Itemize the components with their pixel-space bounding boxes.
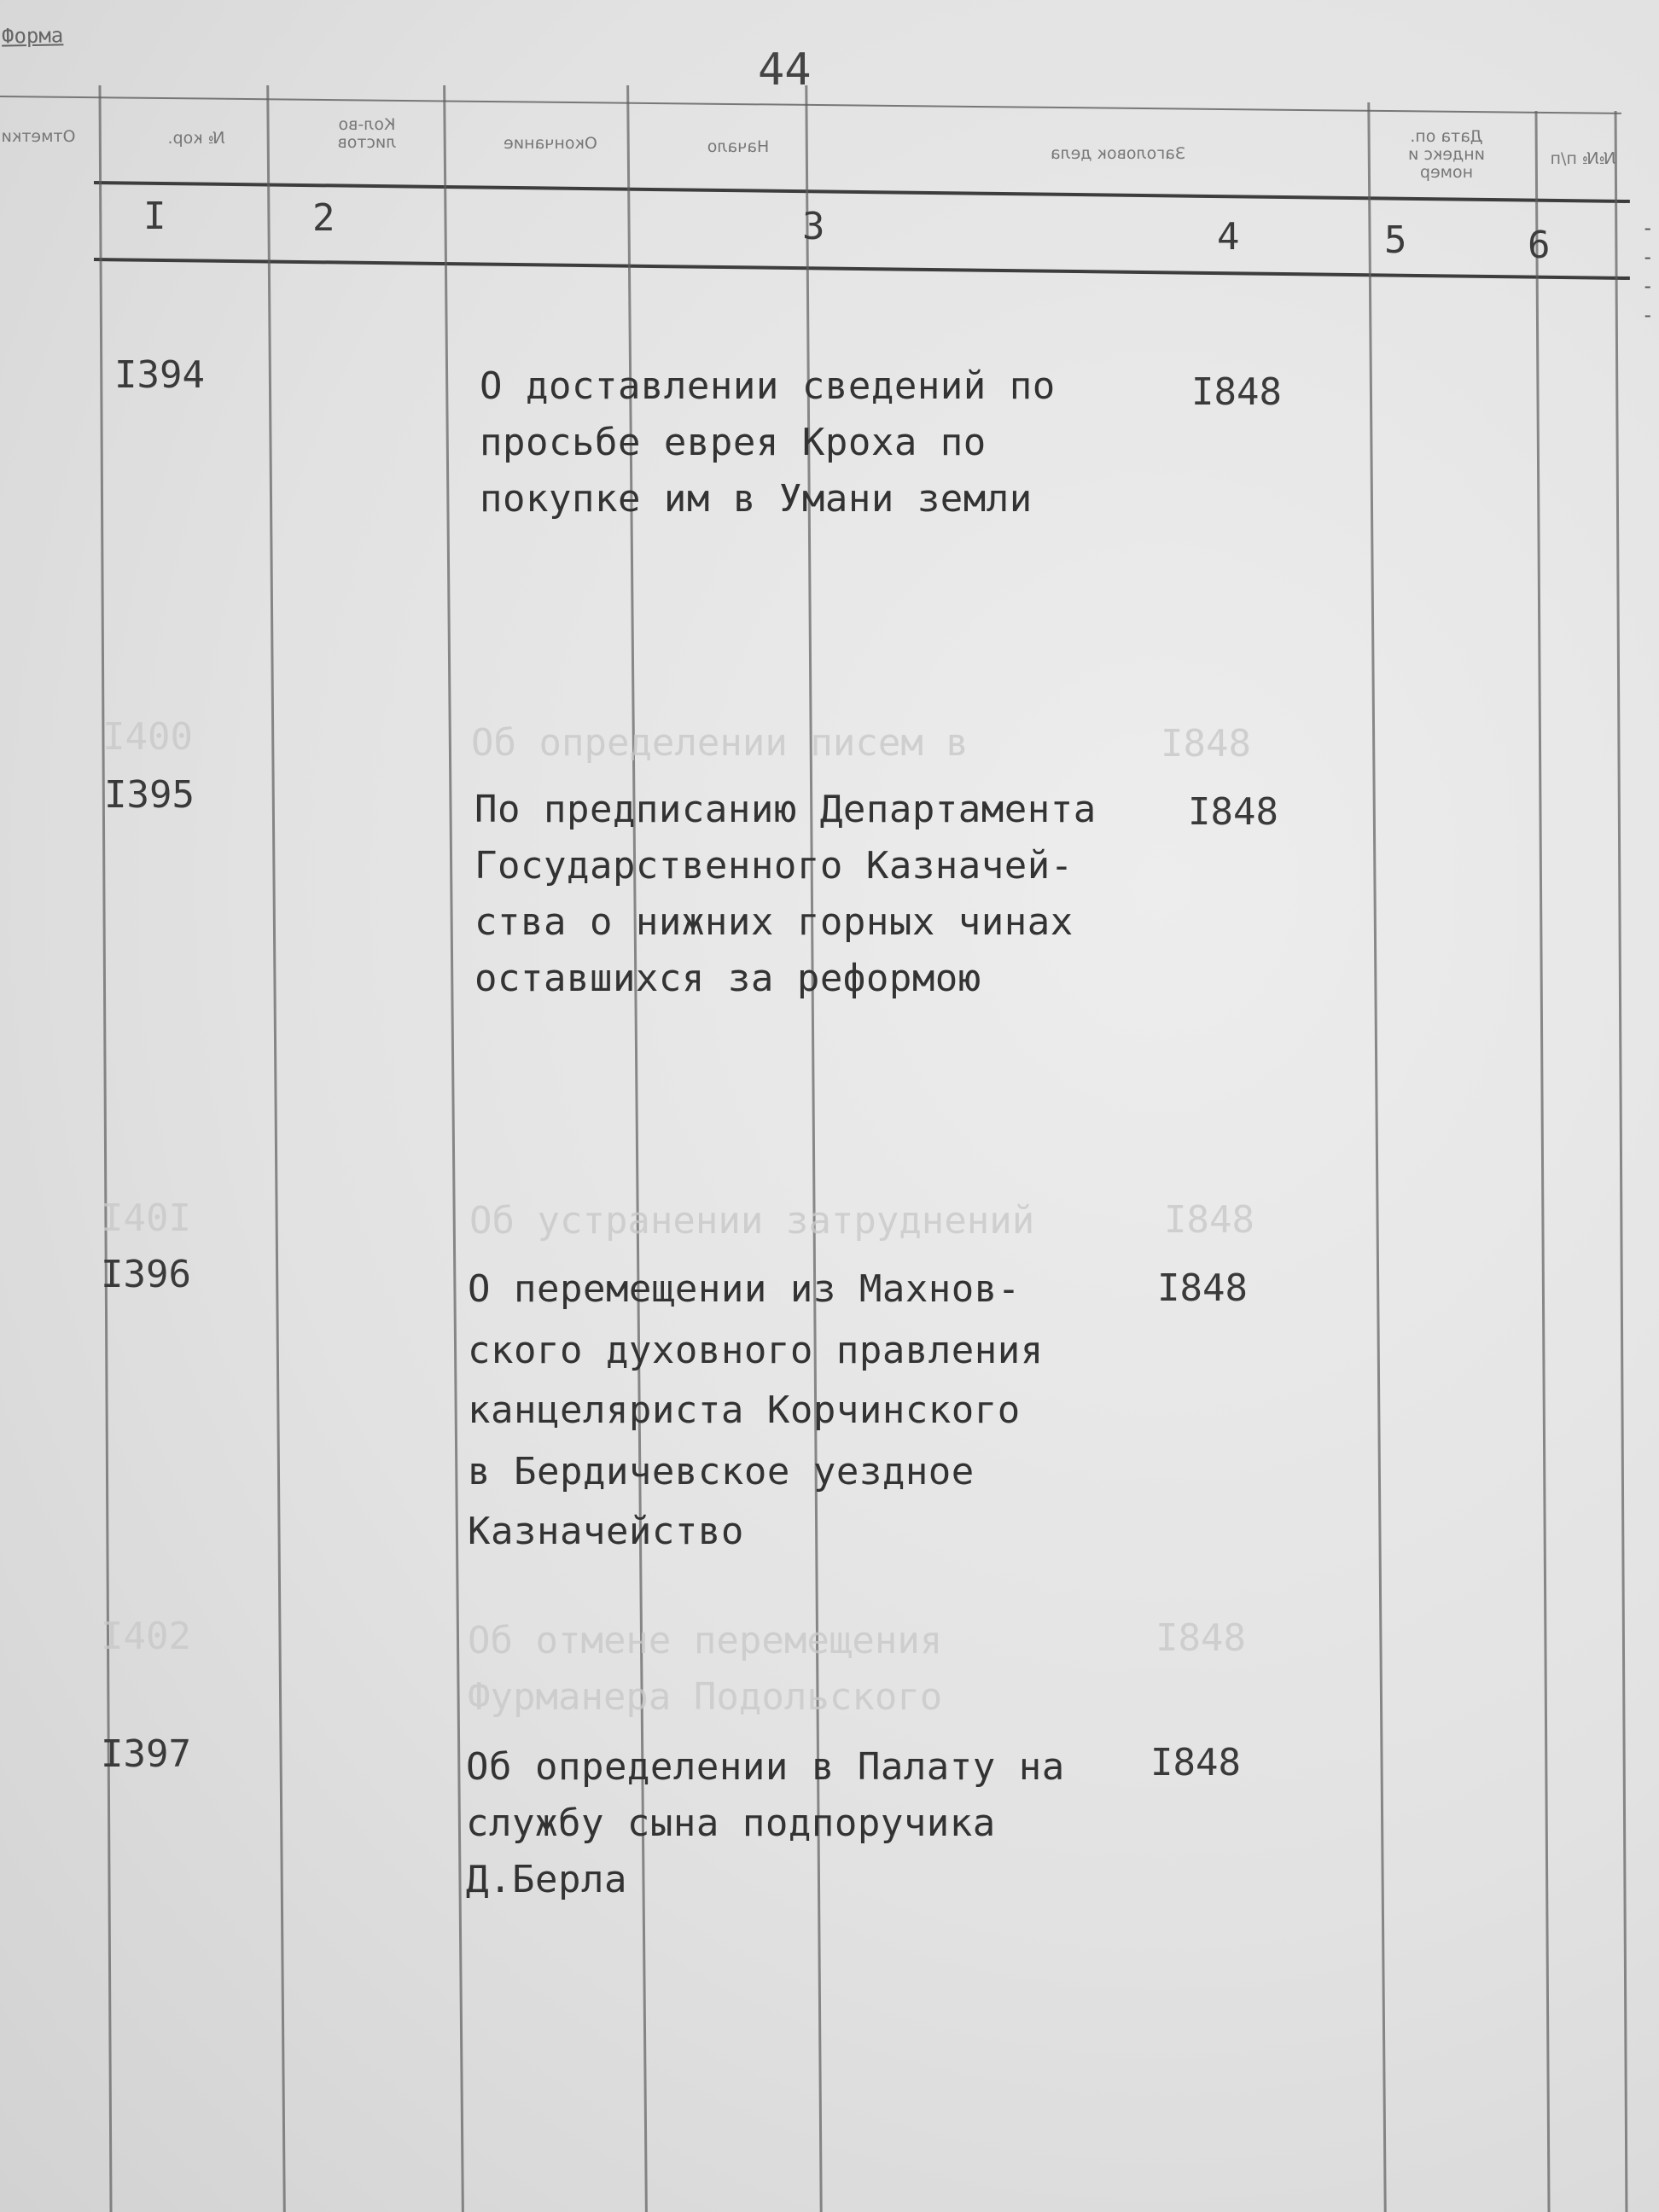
header-top-rule	[0, 96, 1621, 114]
ghost-record-number: I400	[102, 715, 193, 759]
record-title-line: О перемещении из Махнов-	[468, 1267, 1021, 1311]
header-label-sheet-count: Кол-во листов	[337, 115, 397, 152]
col-divider-8	[1615, 111, 1628, 2212]
record-title-line: Об определении в Палату на	[466, 1745, 1065, 1789]
record-year: I848	[1157, 1266, 1248, 1310]
record-title-line: покупке им в Умани земли	[480, 477, 1033, 521]
record-title-line: Государственного Казначей-	[474, 844, 1074, 888]
record-title-line: По предписанию Департамента	[474, 788, 1097, 831]
ghost-record-number: I402	[101, 1615, 191, 1658]
record-title-line: канцеляриста Корчинского	[468, 1388, 1021, 1432]
ghost-record-year: I848	[1164, 1198, 1254, 1242]
record-title-line: О доставлении сведений по	[480, 364, 1056, 408]
record-year: I848	[1188, 790, 1278, 834]
col-divider-3	[443, 85, 464, 2212]
ghost-record-title-line: Об отмене перемещения	[468, 1619, 943, 1662]
record-number: I394	[114, 353, 205, 397]
header-label-start-date: Начало	[707, 137, 770, 156]
header-label-row-number: №№ п/п	[1550, 149, 1616, 168]
corner-mark: Форма	[1, 23, 64, 49]
page-number: 44	[758, 44, 812, 96]
record-number: I396	[101, 1253, 191, 1296]
ghost-record-year: I848	[1161, 722, 1251, 765]
record-title-line: ского духовного правления	[468, 1329, 1044, 1372]
header-label-box-number: № кор.	[167, 129, 225, 148]
column-number-5: 5	[1384, 218, 1407, 262]
ghost-record-title-line: Об устранении затруднений	[469, 1199, 1035, 1243]
ghost-record-title-line: Фурманера Подольского	[468, 1675, 943, 1719]
record-number: I395	[104, 773, 195, 817]
record-title-line: Д.Берла	[466, 1858, 627, 1901]
header-label-end-date: Окончание	[504, 134, 597, 153]
column-number-4: 4	[1217, 215, 1240, 259]
column-number-1: I	[143, 195, 166, 238]
header-label-index: Дата оп. индекс и номер	[1408, 127, 1485, 182]
record-title-line: службу сына подпоручика	[466, 1802, 996, 1845]
col-divider-6	[1367, 102, 1386, 2212]
record-title-line: в Бердичевское уездное	[468, 1450, 975, 1493]
record-title-line: оставшихся за реформою	[474, 957, 981, 1000]
column-number-2: 2	[312, 196, 335, 240]
header-label-case-title: Заголовок дела	[1050, 144, 1186, 163]
col-divider-2	[266, 85, 286, 2212]
margin-tick-marks: - - - -	[1641, 216, 1654, 327]
ghost-record-number: I40I	[101, 1196, 191, 1240]
record-year: I848	[1150, 1741, 1241, 1784]
col-divider-7	[1534, 111, 1550, 2212]
record-title-line: ства о нижних горных чинах	[474, 900, 1074, 944]
column-number-6: 6	[1528, 224, 1551, 267]
ghost-record-title-line: Об определении писем в	[471, 721, 969, 765]
col-divider-1	[98, 85, 112, 2212]
ghost-record-year: I848	[1155, 1616, 1246, 1660]
record-title-line: Казначейство	[468, 1510, 744, 1553]
record-year: I848	[1191, 370, 1282, 414]
header-label-marks: Отметки	[1, 127, 76, 146]
record-number: I397	[101, 1732, 191, 1776]
record-title-line: просьбе еврея Кроха по	[480, 421, 987, 464]
column-number-3: 3	[802, 205, 825, 248]
